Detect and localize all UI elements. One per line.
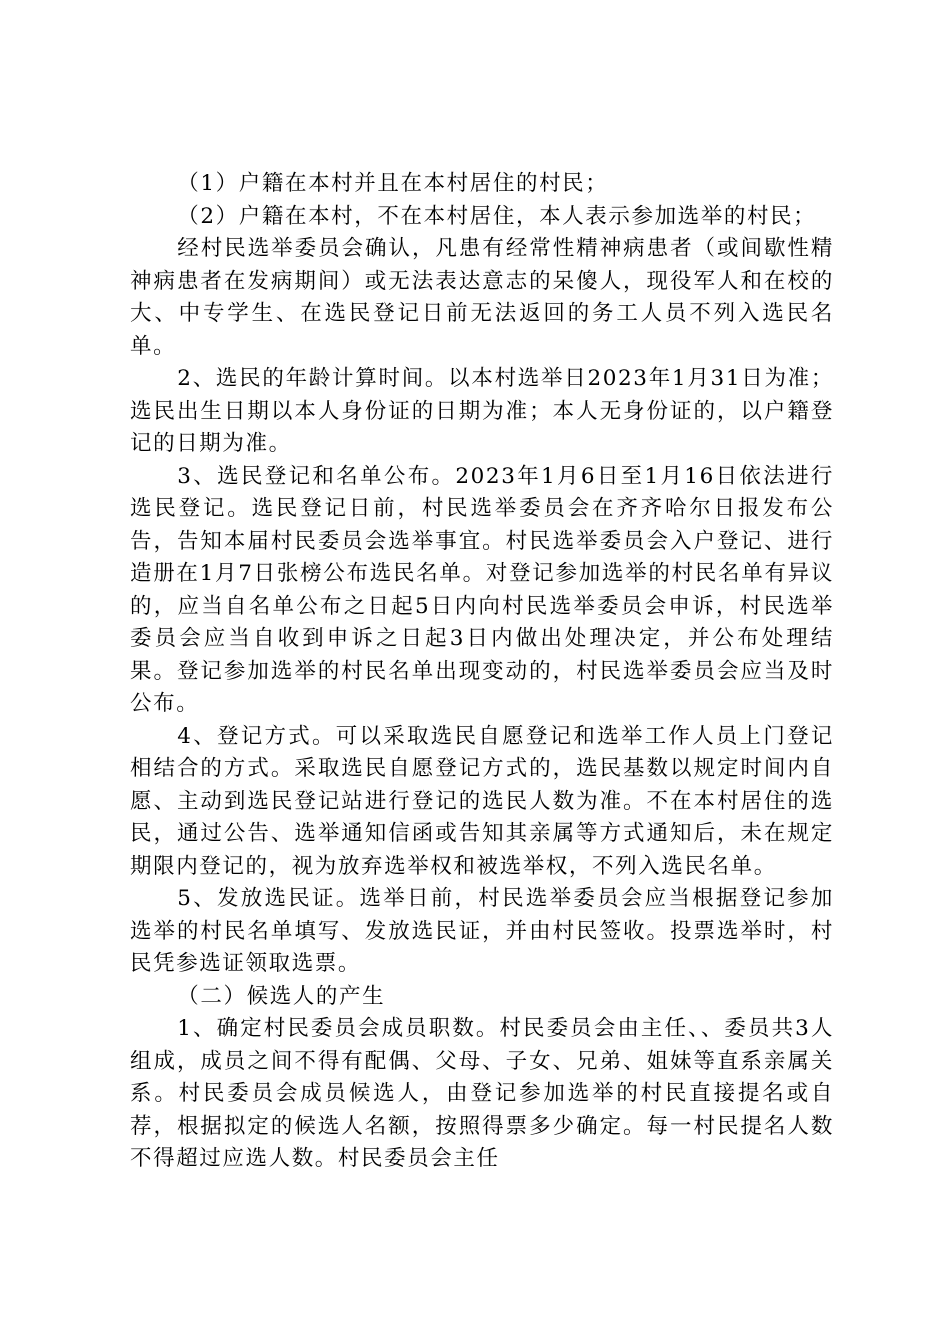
paragraph-9: 1、确定村民委员会成员职数。村民委员会由主任、、委员共3人组成，成员之间不得有配偶、父母、子女、兄弟、姐妹等直系亲属关系。村民委员会成员候选人，由登记参加选举的村民直接提名或自荐，根据拟定的候选人名额，按照得票多少确定。每一村民提名人数不得超过应选人数。村民委员会主任 xyxy=(130,1016,834,1171)
paragraph-5: 3、选民登记和名单公布。2023年1月6日至1月16日依法进行选民登记。选民登记日前，村民选举委员会在齐齐哈尔日报发布公告，告知本届村民委员会选举事宜。村民选举委员会入户登记、进行造册在1月7日张榜公布选民名单。对登记参加选举的村民名单有异议的，应当自名单公布之日起5日内向村民选举委员会申诉，村民选举委员会应当自收到申诉之日起3日内做出处理决定，并公布处理结果。登记参加选举的村民名单出现变动的，村民选举委员会应当及时公布。 xyxy=(130,463,834,716)
paragraph-4: 2、选民的年龄计算时间。以本村选举日2023年1月31日为准；选民出生日期以本人身份证的日期为准；本人无身份证的，以户籍登记的日期为准。 xyxy=(130,366,834,456)
paragraph-3: 经村民选举委员会确认，凡患有经常性精神病患者（或间歇性精神病患者在发病期间）或无法表达意志的呆傻人，现役军人和在校的大、中专学生、在选民登记日前无法返回的务工人员不列入选民名单。 xyxy=(130,236,834,359)
paragraph-1: （1）户籍在本村并且在本村居住的村民； xyxy=(177,171,609,196)
section-heading: （二）候选人的产生 xyxy=(177,983,386,1009)
paragraph-6: 4、登记方式。可以采取选民自愿登记和选举工作人员上门登记相结合的方式。采取选民自愿登记方式的，选民基数以规定时间内自愿、主动到选民登记站进行登记的选民人数为准。不在本村居住的选民，通过公告、选举通知信函或告知其亲属等方式通知后，未在规定期限内登记的，视为放弃选举权和被选举权，不列入选民名单。 xyxy=(130,723,834,879)
document-body xyxy=(130,168,834,1176)
paragraph-7: 5、发放选民证。选举日前，村民选举委员会应当根据登记参加选举的村民名单填写、发放选民证，并由村民签收。投票选举时，村民凭参选证领取选票。 xyxy=(130,886,834,976)
paragraph-2: （2）户籍在本村，不在本村居住，本人表示参加选举的村民； xyxy=(177,203,817,229)
